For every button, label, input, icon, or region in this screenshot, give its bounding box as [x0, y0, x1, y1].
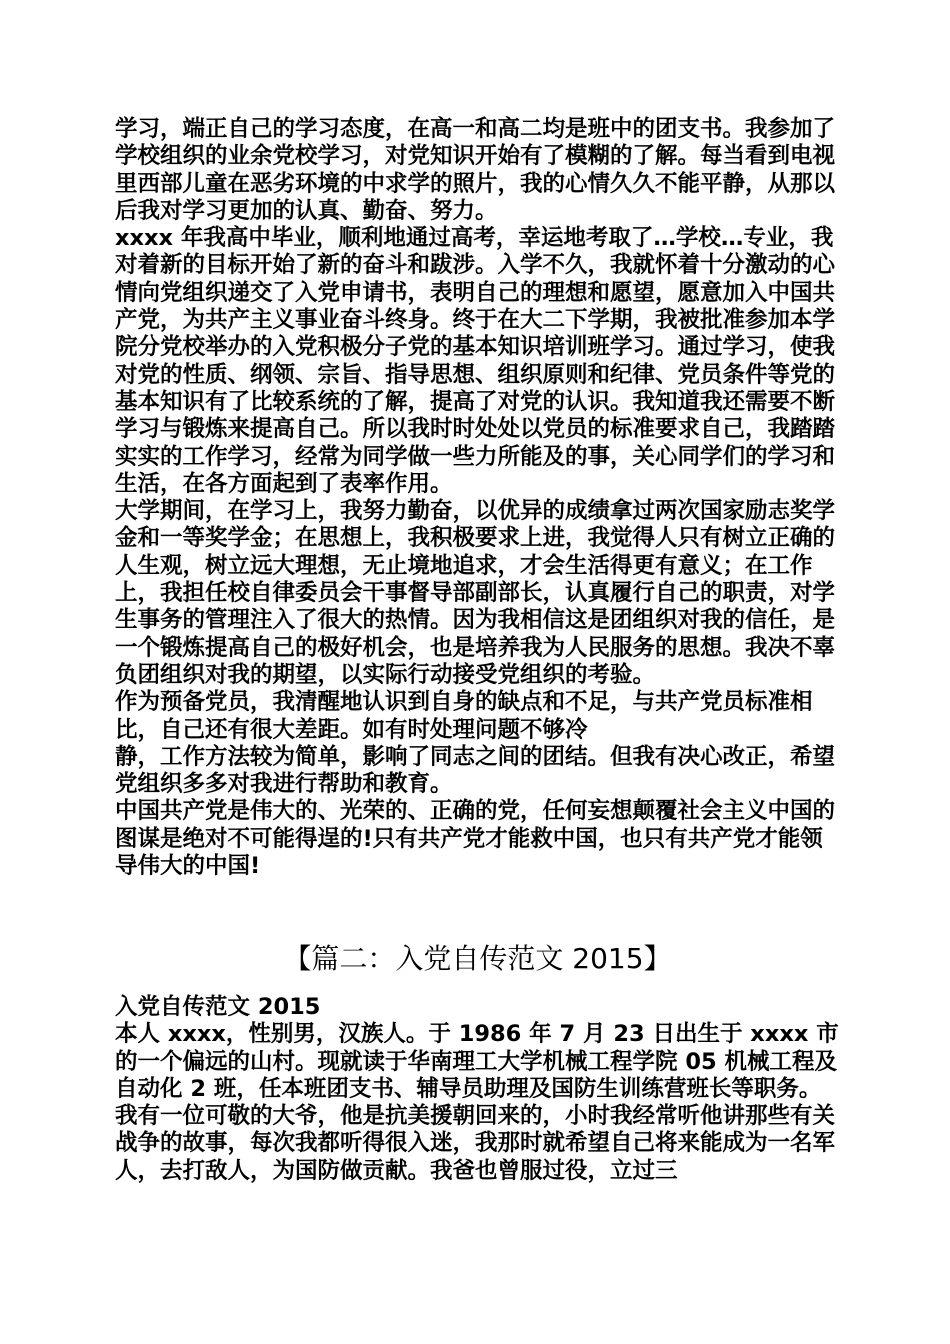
- paragraph-work-method: 静，工作方法较为简单，影响了同志之间的团结。但我有决心改正，希望党组织多多对我进行帮助和教育。: [115, 743, 836, 798]
- paragraph-university-period: 大学期间，在学习上，我努力勤奋，以优异的成绩拿过两次国家励志奖学金和一等奖学金；在思想上，我积极要求上进，我觉得人只有树立正确的人生观，树立远大理想，无止境地追求，才会生活得更有意义；在工作上，我担任校自律委员会干事督导部副部长，认真履行自己的职责，对学生事务的管理注入了很大的热情。因为我相信这是团组织对我的信任，是一个锻炼提高自己的极好机会，也是培养我为人民服务的思想。我决不辜负团组织对我的期望，以实际行动接受党组织的考验。: [115, 498, 836, 688]
- section-two-body: [115, 994, 840, 1185]
- paragraph-university-admission: xxxx 年我高中毕业，顺利地通过高考，幸运地考取了…学校…专业，我对着新的目标开始了新的奋斗和跋涉。入学不久，我就怀着十分激动的心情向党组织递交了入党申请书，表明自己的理想和愿望，愿意加入中国共产党，为共产主义事业奋斗终身。终于在大二下学期，我被批准参加本学院分党校举办的入党积极分子党的基本知识培训班学习。通过学习，使我对党的性质、纲领、宗旨、指导思想、组织原则和纪律、党员条件等党的基本知识有了比较系统的了解，提高了对党的认识。我知道我还需要不断学习与锻炼来提高自己。所以我时时处处以党员的标准要求自己，我踏踏实实的工作学习，经常为同学做一些力所能及的事，关心同学们的学习和生活，在各方面起到了表率作用。: [115, 225, 836, 497]
- paragraph-study-attitude: 学习，端正自己的学习态度，在高一和高二均是班中的团支书。我参加了学校组织的业余党校学习，对党知识开始有了模糊的了解。每当看到电视里西部儿童在恶劣环境的中求学的照片，我的心情久久不能平静，从那以后我对学习更加的认真、勤奋、努力。: [115, 116, 836, 224]
- paragraph-party-greatness: 中国共产党是伟大的、光荣的、正确的党，任何妄想颠覆社会主义中国的图谋是绝对不可能得逞的!只有共产党才能救中国，也只有共产党才能领导伟大的中国!: [115, 798, 836, 880]
- paragraph-personal-info: 本人 xxxx，性别男，汉族人。于 1986 年 7 月 23 日出生于 xxxx 市的一个偏远的山村。现就读于华南理工大学机械工程学院 05 机械工程及自动化 2 班，任本班团支书、辅导员助理及国防生训练营班长等职务。: [115, 1021, 839, 1102]
- section-one-body: [115, 116, 840, 880]
- paragraph-probationary-member: 作为预备党员，我清醒地认识到自身的缺点和不足，与共产党员标准相比，自己还有很大差距。如有时处理问题不够冷: [115, 689, 813, 743]
- section-heading: 【篇二：入党自传范文 2015】: [283, 942, 672, 975]
- paragraph-family-story: 我有一位可敬的大爷，他是抗美援朝回来的，小时我经常听他讲那些有关战争的故事，每次我都听得很入迷，我那时就希望自己将来能成为一名军人，去打敌人，为国防做贡献。我爸也曾服过役，立过三: [115, 1103, 836, 1184]
- paragraph-sample-title: 入党自传范文 2015: [115, 994, 321, 1020]
